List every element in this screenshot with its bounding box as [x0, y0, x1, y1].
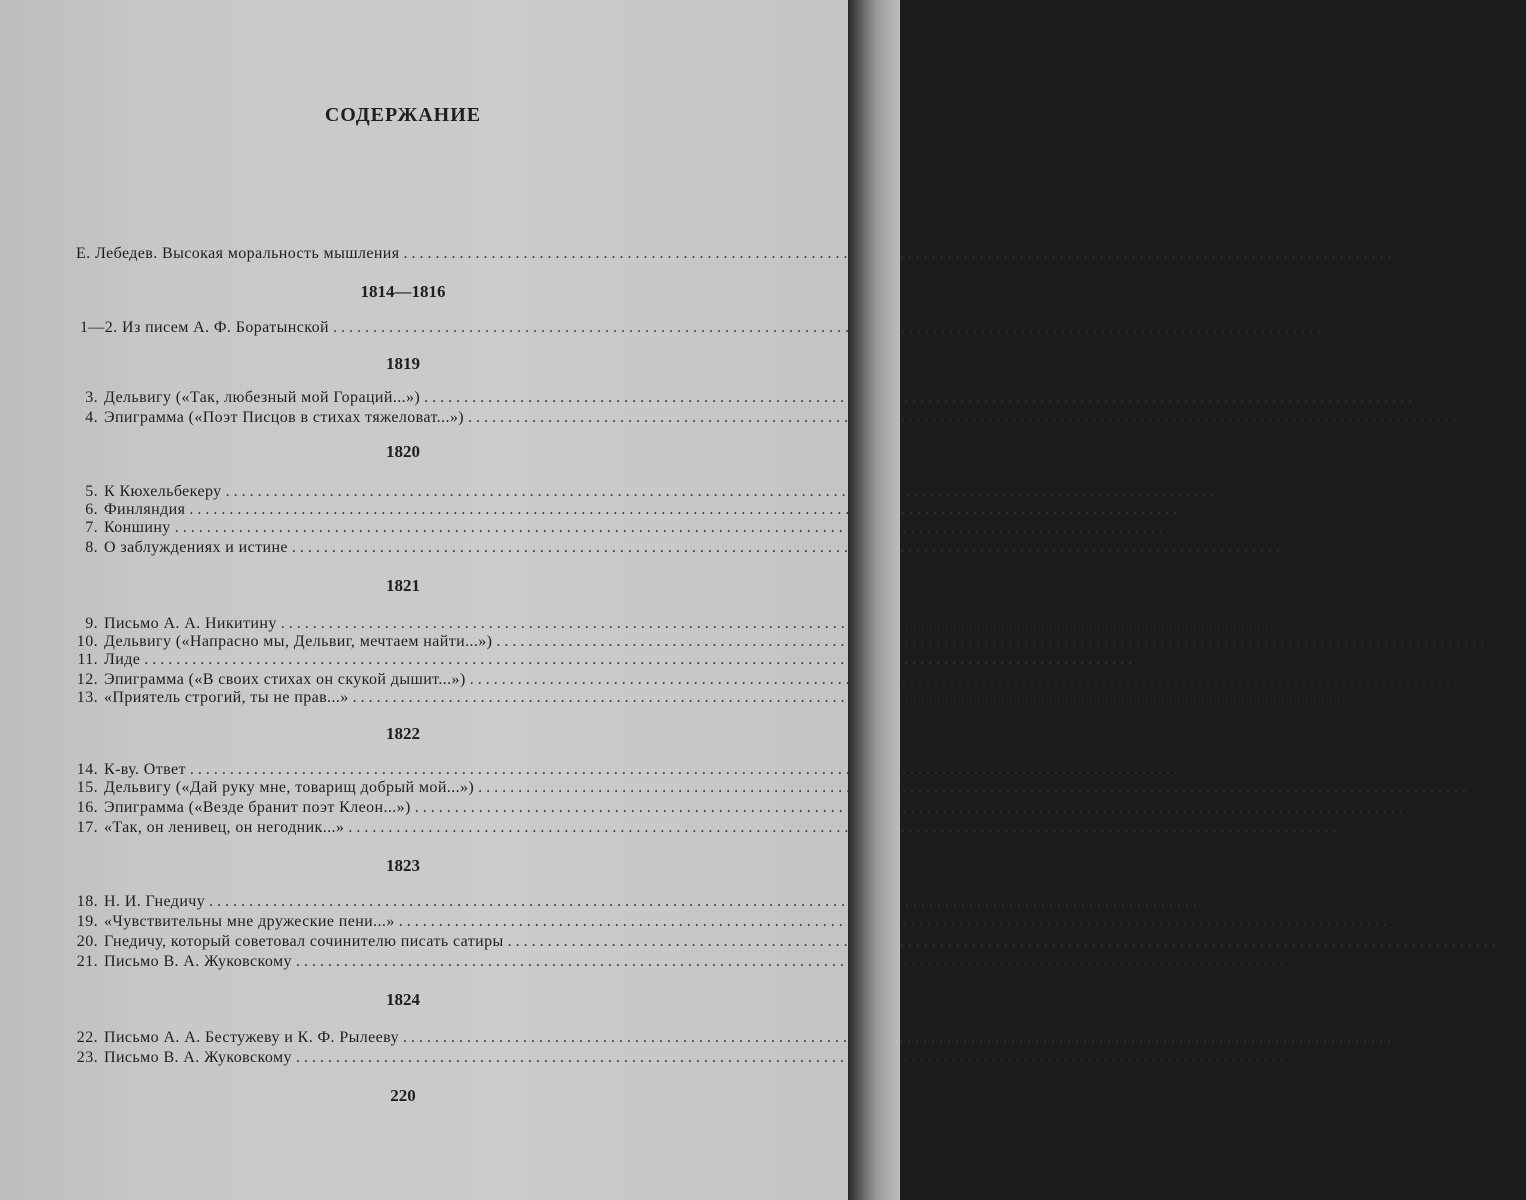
toc-entry: [76, 952, 1314, 972]
leader-dots: [226, 482, 1214, 502]
toc-entry: [80, 318, 1351, 338]
toc-entry-text: «Так, он ленивец, он негодник...»: [104, 819, 345, 836]
toc-entry-number: 20.: [76, 933, 98, 950]
toc-entry-page: 52: [1399, 913, 1417, 930]
toc-entry-page: 54: [1297, 953, 1314, 970]
section-year: 1824: [386, 990, 420, 1009]
toc-entry-text: Дельвигу («Дай руку мне, товарищ добрый мой...»): [104, 779, 475, 796]
section-year: 1821: [386, 576, 420, 595]
toc-entry-number: 9.: [85, 615, 98, 632]
toc-entry: [76, 1048, 1314, 1068]
toc-entry: [76, 500, 1208, 520]
toc-entry: [76, 408, 1486, 428]
toc-entry-number: 4.: [85, 409, 98, 426]
page-number: 220: [390, 1086, 416, 1105]
toc-entry-text: Письмо А. А. Бестужеву и К. Ф. Рылееву: [104, 1029, 399, 1046]
toc-entry-text: Дельвигу («Напрасно мы, Дельвиг, мечтаем найти...»): [104, 633, 493, 650]
toc-entry-page: 50: [1210, 893, 1228, 910]
toc-entry: [76, 482, 1244, 502]
toc-entry-text: Гнедичу, который советовал сочинителю писать сатиры: [104, 933, 504, 950]
section-year: 1819: [386, 354, 420, 373]
toc-entry-text: Финляндия: [104, 501, 186, 518]
leader-dots: [424, 388, 1412, 408]
toc-entry-number: 6.: [85, 501, 98, 518]
toc-entry-text: Эпиграмма («В своих стихах он скукой дышит...»): [104, 671, 466, 688]
leader-dots: [468, 408, 1456, 428]
toc-entry-text: Н. И. Гнедичу: [104, 893, 206, 910]
leader-dots: [353, 688, 1341, 708]
toc-entry-number: 23.: [76, 1049, 98, 1066]
toc-entry-text: К-ву. Ответ: [104, 761, 186, 778]
toc-entry-text: Лиде: [104, 651, 141, 668]
toc-entry-number: 12.: [76, 671, 98, 688]
toc-entry: [76, 670, 1488, 690]
toc-entry-text: Коншину: [104, 519, 171, 536]
toc-entry: [76, 818, 1367, 838]
toc-entry-page: 47: [1191, 761, 1208, 778]
toc-entry-intro: [76, 244, 1422, 264]
toc-entry-page: 46: [1470, 671, 1488, 688]
leader-dots: [144, 650, 1132, 670]
toc-entry-page: 48: [1479, 779, 1497, 796]
toc-entry: [76, 688, 1371, 708]
section-year: 1814—1816: [360, 282, 446, 301]
toc-entry-page: 36: [1469, 409, 1486, 426]
toc-entry-page: 44: [1497, 633, 1515, 650]
leader-dots: [296, 952, 1284, 972]
toc-entry: [76, 388, 1443, 408]
toc-entry-text: «Чувствительны мне дружеские пени...»: [104, 913, 395, 930]
leader-dots: [415, 798, 1403, 818]
toc-entry: [76, 518, 1193, 538]
section-year: 1823: [386, 856, 420, 875]
toc-entry-number: 16.: [76, 799, 98, 816]
toc-entry-number: 8.: [85, 539, 98, 556]
toc-entry-page: 35: [1425, 389, 1443, 406]
leader-dots: [496, 632, 1484, 652]
toc-entry-page: 60: [1297, 1049, 1314, 1066]
toc-entry-page: 44: [1281, 615, 1299, 632]
toc-entry-number: 19.: [76, 913, 98, 930]
leader-dots: [189, 500, 1177, 520]
toc-entry: [76, 760, 1208, 780]
toc-entry-text: Е. Лебедев. Высокая моральность мышления: [76, 245, 400, 262]
section-year: 1822: [386, 724, 420, 743]
leader-dots: [470, 670, 1458, 690]
toc-entry: [76, 932, 1526, 952]
toc-entry-number: 10.: [76, 633, 98, 650]
leader-dots: [348, 818, 1336, 838]
section-year: 1820: [386, 442, 420, 461]
toc-entry-page: 49: [1415, 799, 1433, 816]
toc-entry-page: 5: [1413, 245, 1422, 262]
leader-dots: [478, 778, 1466, 798]
toc-entry-page: 40: [1293, 539, 1310, 556]
toc-entry-page: 60: [1404, 1029, 1421, 1046]
leader-dots: [209, 892, 1197, 912]
leader-dots: [508, 932, 1496, 952]
toc-entry-number: 7.: [85, 519, 98, 536]
toc-entry: [76, 798, 1433, 818]
toc-entry-text: К Кюхельбекеру: [104, 483, 222, 500]
toc-entry: [76, 650, 1163, 670]
toc-entry-number: 5.: [85, 483, 98, 500]
toc-entry: [76, 1028, 1421, 1048]
toc-entry: [76, 538, 1310, 558]
toc-entry-number: 3.: [85, 389, 98, 406]
toc-entry-text: Письмо А. А. Никитину: [104, 615, 277, 632]
toc-entry-number: 1—2.: [80, 319, 118, 336]
toc-entry-text: О заблуждениях и истине: [104, 539, 288, 556]
leader-dots: [175, 518, 1163, 538]
toc-entry-number: 18.: [76, 893, 98, 910]
toc-entry-page: 49: [1349, 819, 1367, 836]
toc-entry-page: 37: [1190, 501, 1208, 518]
toc-entry-page: 52: [1508, 933, 1526, 950]
toc-entry-number: 15.: [76, 779, 98, 796]
leader-dots: [296, 1048, 1284, 1068]
toc-entry-text: Письмо В. А. Жуковскому: [104, 1049, 292, 1066]
toc-entry-text: Письмо В. А. Жуковскому: [104, 953, 292, 970]
leader-dots: [292, 538, 1280, 558]
toc-entry: [76, 632, 1515, 652]
toc-entry-number: 11.: [77, 651, 98, 668]
toc-entry-text: Дельвигу («Так, любезный мой Гораций...»): [104, 389, 421, 406]
toc-entry-number: 21.: [76, 953, 98, 970]
toc-entry-page: 33: [1334, 319, 1351, 336]
toc-entry-page: 45: [1145, 651, 1163, 668]
toc-entry: [76, 614, 1299, 634]
toc-entry-number: 13.: [76, 689, 98, 706]
leader-dots: [190, 760, 1178, 780]
toc-entry-number: 14.: [76, 761, 98, 778]
toc-entry-number: 22.: [76, 1029, 98, 1046]
toc-entry-text: «Приятель строгий, ты не прав...»: [104, 689, 349, 706]
leader-dots: [333, 318, 1321, 338]
adjacent-page-edge: [848, 0, 900, 1200]
toc-entry: [76, 912, 1417, 932]
toc-entry: [76, 778, 1497, 798]
toc-entry-page: 37: [1226, 483, 1244, 500]
toc-entry-text: Из писем А. Ф. Боратынской: [122, 319, 329, 336]
leader-dots: [281, 614, 1269, 634]
toc-entry: [76, 892, 1228, 912]
page-title: СОДЕРЖАНИЕ: [324, 104, 482, 126]
toc-entry-text: Эпиграмма («Поэт Писцов в стихах тяжеловат...»): [104, 409, 464, 426]
toc-entry-page: 46: [1353, 689, 1371, 706]
toc-entry-number: 17.: [76, 819, 98, 836]
toc-entry-page: 39: [1175, 519, 1193, 536]
toc-entry-text: Эпиграмма («Везде бранит поэт Клеон...»): [104, 799, 411, 816]
